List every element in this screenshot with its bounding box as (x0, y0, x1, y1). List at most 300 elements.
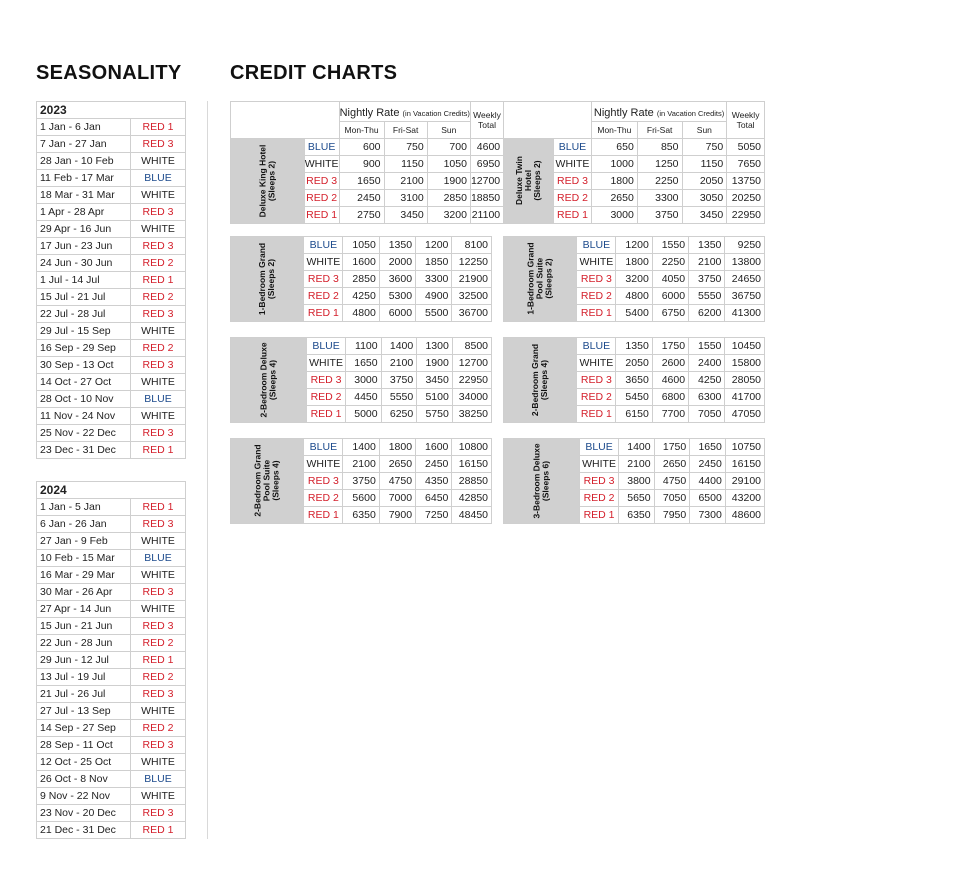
season-tier: BLUE (131, 170, 186, 187)
nightly-credit-value: 5550 (381, 389, 417, 406)
nightly-credit-value: 4450 (346, 389, 382, 406)
season-date-range: 16 Mar - 29 Mar (37, 567, 131, 584)
season-date-range: 13 Jul - 19 Jul (37, 669, 131, 686)
seasonality-heading: SEASONALITY (36, 62, 182, 84)
season-date-range: 27 Jan - 9 Feb (37, 533, 131, 550)
season-tier: WHITE (304, 156, 339, 173)
season-row (37, 153, 186, 170)
season-date-range: 27 Apr - 14 Jun (37, 601, 131, 618)
season-tier: WHITE (131, 567, 186, 584)
nightly-credit-value: 750 (384, 139, 427, 156)
season-tier: WHITE (131, 153, 186, 170)
nightly-credit-value: 2650 (379, 456, 415, 473)
nightly-credit-value: 1750 (652, 338, 688, 355)
weekly-total-value: 12700 (452, 355, 491, 372)
header-blank (504, 102, 592, 139)
credit-chart-table (230, 438, 492, 524)
weekly-total-value: 36750 (725, 288, 765, 305)
nightly-credit-value: 4600 (652, 372, 688, 389)
season-row (37, 652, 186, 669)
season-tier: WHITE (553, 156, 591, 173)
nightly-credit-value: 1650 (690, 439, 726, 456)
nightly-credit-value: 2450 (690, 456, 726, 473)
season-row (37, 255, 186, 272)
season-date-range: 9 Nov - 22 Nov (37, 788, 131, 805)
season-row (37, 408, 186, 425)
season-tier: RED 1 (553, 207, 591, 224)
weekly-total-value: 21100 (470, 207, 503, 224)
weekly-total-value: 47050 (725, 406, 765, 423)
season-tier: RED 1 (580, 507, 619, 524)
nightly-credit-value: 2250 (637, 173, 682, 190)
season-tier: RED 2 (131, 255, 186, 272)
season-row (37, 601, 186, 618)
season-tier: BLUE (131, 771, 186, 788)
season-date-range: 1 Apr - 28 Apr (37, 204, 131, 221)
chart-header-row (231, 102, 504, 122)
weekly-total-value: 10750 (725, 439, 764, 456)
nightly-credit-value: 4050 (652, 271, 688, 288)
season-tier: RED 3 (553, 173, 591, 190)
nightly-credit-value: 3750 (381, 372, 417, 389)
season-row (37, 771, 186, 788)
season-date-range: 1 Jan - 6 Jan (37, 119, 131, 136)
weekly-total-value: 43200 (725, 490, 764, 507)
season-tier: RED 2 (304, 490, 343, 507)
season-tier: RED 2 (131, 340, 186, 357)
season-tier: WHITE (131, 187, 186, 204)
season-row (37, 272, 186, 289)
weekly-total-value: 5050 (727, 139, 765, 156)
room-type-cell (231, 237, 304, 322)
season-tier: RED 1 (131, 272, 186, 289)
nightly-credit-value: 1900 (427, 173, 470, 190)
season-row (37, 306, 186, 323)
credit-chart-table (503, 337, 765, 423)
season-date-range: 28 Oct - 10 Nov (37, 391, 131, 408)
season-row (37, 221, 186, 238)
nightly-credit-value: 1550 (652, 237, 688, 254)
nightly-rate-label: Nightly Rate (339, 106, 400, 119)
day-column-header: Mon-Thu (591, 122, 637, 139)
weekly-total-value: 9250 (725, 237, 765, 254)
season-tier: RED 2 (577, 389, 616, 406)
season-tier: RED 2 (131, 635, 186, 652)
rate-row (504, 237, 765, 254)
season-tier: RED 1 (131, 822, 186, 839)
season-tier: RED 2 (553, 190, 591, 207)
season-tier: RED 1 (131, 119, 186, 136)
season-tier: WHITE (577, 355, 616, 372)
season-table-2024 (36, 481, 186, 839)
nightly-credit-value: 2050 (682, 173, 727, 190)
nightly-credit-value: 1350 (689, 237, 725, 254)
nightly-credit-value: 1400 (619, 439, 655, 456)
nightly-credit-value: 2750 (339, 207, 384, 224)
season-tier: RED 3 (131, 425, 186, 442)
room-type-cell (231, 439, 304, 524)
season-tier: BLUE (307, 338, 346, 355)
nightly-credit-value: 4750 (379, 473, 415, 490)
season-row (37, 119, 186, 136)
credit-chart-table (503, 438, 765, 524)
season-row (37, 357, 186, 374)
season-row (37, 374, 186, 391)
season-date-range: 21 Jul - 26 Jul (37, 686, 131, 703)
season-tier: BLUE (577, 338, 616, 355)
credit-chart-table (503, 101, 765, 224)
nightly-credit-value: 7050 (689, 406, 725, 423)
day-column-header: Fri-Sat (384, 122, 427, 139)
season-row (37, 720, 186, 737)
season-date-range: 22 Jul - 28 Jul (37, 306, 131, 323)
season-date-range: 15 Jul - 21 Jul (37, 289, 131, 306)
weekly-total-value: 20250 (727, 190, 765, 207)
weekly-total-value: 4600 (470, 139, 503, 156)
nightly-credit-value: 6800 (652, 389, 688, 406)
season-tier: RED 2 (131, 669, 186, 686)
nightly-credit-value: 2450 (416, 456, 452, 473)
season-date-range: 1 Jan - 5 Jan (37, 499, 131, 516)
nightly-credit-value: 5100 (417, 389, 453, 406)
weekly-total-value: 13800 (725, 254, 765, 271)
season-row (37, 170, 186, 187)
nightly-credit-value: 6350 (343, 507, 379, 524)
season-tier: RED 3 (131, 136, 186, 153)
weekly-total-value: 42850 (452, 490, 492, 507)
nightly-credit-value: 6750 (652, 305, 688, 322)
nightly-credit-value: 6000 (379, 305, 415, 322)
weekly-total-header: Weekly Total (470, 102, 503, 139)
weekly-total-value: 18850 (470, 190, 503, 207)
season-tier: BLUE (131, 391, 186, 408)
nightly-credit-value: 5550 (689, 288, 725, 305)
nightly-credit-value: 7300 (690, 507, 726, 524)
season-date-range: 30 Sep - 13 Oct (37, 357, 131, 374)
room-type-label: 3-Bedroom Deluxe (Sleeps 6) (531, 442, 551, 519)
season-date-range: 22 Jun - 28 Jun (37, 635, 131, 652)
season-date-range: 14 Sep - 27 Sep (37, 720, 131, 737)
nightly-rate-header (339, 102, 470, 122)
weekly-total-value: 8500 (452, 338, 491, 355)
season-tier: WHITE (304, 456, 343, 473)
nightly-credit-value: 2100 (384, 173, 427, 190)
season-tier: RED 1 (304, 207, 339, 224)
season-tier: RED 2 (131, 720, 186, 737)
rate-row (231, 139, 504, 156)
weekly-total-value: 41300 (725, 305, 765, 322)
season-date-range: 29 Jul - 15 Sep (37, 323, 131, 340)
season-tier: RED 3 (577, 271, 616, 288)
season-row (37, 499, 186, 516)
season-date-range: 7 Jan - 27 Jan (37, 136, 131, 153)
nightly-credit-value: 3600 (379, 271, 415, 288)
season-tier: RED 3 (131, 737, 186, 754)
season-row (37, 805, 186, 822)
season-row (37, 289, 186, 306)
nightly-credit-value: 750 (682, 139, 727, 156)
section-divider (207, 101, 208, 839)
season-tier: WHITE (131, 323, 186, 340)
season-row (37, 323, 186, 340)
nightly-credit-value: 5600 (343, 490, 379, 507)
nightly-credit-value: 700 (427, 139, 470, 156)
nightly-rate-sublabel: (in Vacation Credits) (402, 108, 470, 118)
nightly-credit-value: 4800 (616, 288, 652, 305)
season-tier: RED 3 (131, 805, 186, 822)
season-tier: RED 1 (304, 507, 343, 524)
season-date-range: 28 Jan - 10 Feb (37, 153, 131, 170)
nightly-credit-value: 6500 (690, 490, 726, 507)
nightly-credit-value: 7250 (416, 507, 452, 524)
season-row (37, 686, 186, 703)
nightly-credit-value: 3200 (616, 271, 652, 288)
season-tier: BLUE (553, 139, 591, 156)
weekly-total-value: 13750 (727, 173, 765, 190)
day-column-header: Sun (427, 122, 470, 139)
room-type-cell (504, 338, 577, 423)
nightly-credit-value: 2600 (652, 355, 688, 372)
credit-chart-table (503, 236, 765, 322)
weekly-total-value: 48450 (452, 507, 492, 524)
nightly-credit-value: 1200 (616, 237, 652, 254)
nightly-credit-value: 2850 (343, 271, 379, 288)
season-tier: RED 3 (580, 473, 619, 490)
season-date-range: 11 Feb - 17 Mar (37, 170, 131, 187)
nightly-credit-value: 2050 (616, 355, 652, 372)
nightly-credit-value: 900 (339, 156, 384, 173)
nightly-credit-value: 4750 (654, 473, 690, 490)
nightly-credit-value: 3750 (689, 271, 725, 288)
nightly-credit-value: 1550 (689, 338, 725, 355)
nightly-credit-value: 2400 (689, 355, 725, 372)
nightly-credit-value: 3450 (384, 207, 427, 224)
nightly-credit-value: 5400 (616, 305, 652, 322)
season-date-range: 6 Jan - 26 Jan (37, 516, 131, 533)
season-tier: WHITE (131, 533, 186, 550)
season-date-range: 11 Nov - 24 Nov (37, 408, 131, 425)
season-tier: RED 3 (131, 357, 186, 374)
season-date-range: 25 Nov - 22 Dec (37, 425, 131, 442)
nightly-rate-sublabel: (in Vacation Credits) (656, 108, 725, 118)
nightly-credit-value: 5650 (619, 490, 655, 507)
season-tier: RED 2 (307, 389, 346, 406)
season-tier: WHITE (131, 601, 186, 618)
season-tier: RED 3 (131, 238, 186, 255)
nightly-credit-value: 1650 (346, 355, 382, 372)
weekly-total-value: 21900 (452, 271, 492, 288)
season-date-range: 12 Oct - 25 Oct (37, 754, 131, 771)
season-tier: BLUE (131, 550, 186, 567)
room-type-label: Deluxe Twin Hotel (Sleeps 2) (513, 156, 542, 205)
weekly-total-value: 41700 (725, 389, 765, 406)
season-row (37, 822, 186, 839)
season-tier: WHITE (304, 254, 343, 271)
chart-header-row (504, 102, 765, 122)
season-row (37, 584, 186, 601)
nightly-credit-value: 1050 (343, 237, 379, 254)
room-type-label: 1-Bedroom Grand (Sleeps 2) (257, 242, 277, 315)
nightly-credit-value: 4250 (343, 288, 379, 305)
season-date-range: 10 Feb - 15 Mar (37, 550, 131, 567)
nightly-credit-value: 5300 (379, 288, 415, 305)
season-tier: WHITE (307, 355, 346, 372)
season-date-range: 15 Jun - 21 Jun (37, 618, 131, 635)
nightly-credit-value: 3750 (343, 473, 379, 490)
season-row (37, 788, 186, 805)
weekly-total-value: 8100 (452, 237, 492, 254)
rate-row (231, 237, 492, 254)
weekly-total-value: 12700 (470, 173, 503, 190)
nightly-credit-value: 3200 (427, 207, 470, 224)
room-type-cell (231, 139, 305, 224)
nightly-credit-value: 1250 (637, 156, 682, 173)
nightly-credit-value: 2450 (339, 190, 384, 207)
nightly-credit-value: 1800 (591, 173, 637, 190)
season-tier: RED 3 (131, 306, 186, 323)
season-row (37, 187, 186, 204)
nightly-credit-value: 2100 (343, 456, 379, 473)
season-date-range: 27 Jul - 13 Sep (37, 703, 131, 720)
weekly-total-value: 16150 (452, 456, 492, 473)
season-row (37, 550, 186, 567)
nightly-credit-value: 3650 (616, 372, 652, 389)
season-row (37, 737, 186, 754)
season-date-range: 14 Oct - 27 Oct (37, 374, 131, 391)
credit-chart-table (230, 337, 492, 423)
nightly-credit-value: 6200 (689, 305, 725, 322)
nightly-credit-value: 7950 (654, 507, 690, 524)
nightly-credit-value: 3050 (682, 190, 727, 207)
nightly-credit-value: 1600 (343, 254, 379, 271)
season-date-range: 18 Mar - 31 Mar (37, 187, 131, 204)
rate-row (231, 439, 492, 456)
nightly-credit-value: 4350 (416, 473, 452, 490)
season-year-label: 2023 (37, 102, 186, 119)
season-table-2023 (36, 101, 186, 459)
season-tier: RED 3 (577, 372, 616, 389)
credit-charts-heading: CREDIT CHARTS (230, 62, 398, 84)
nightly-credit-value: 3000 (591, 207, 637, 224)
season-tier: RED 1 (577, 406, 616, 423)
nightly-credit-value: 3750 (637, 207, 682, 224)
nightly-credit-value: 3300 (416, 271, 452, 288)
nightly-credit-value: 1800 (379, 439, 415, 456)
season-tier: BLUE (577, 237, 616, 254)
season-date-range: 1 Jul - 14 Jul (37, 272, 131, 289)
season-tier: WHITE (577, 254, 616, 271)
room-type-label: Deluxe King Hotel (Sleeps 2) (257, 144, 277, 217)
nightly-credit-value: 1150 (682, 156, 727, 173)
nightly-credit-value: 5500 (416, 305, 452, 322)
day-column-header: Mon-Thu (339, 122, 384, 139)
nightly-credit-value: 2100 (381, 355, 417, 372)
nightly-credit-value: 5450 (616, 389, 652, 406)
season-tier: RED 2 (580, 490, 619, 507)
weekly-total-value: 7650 (727, 156, 765, 173)
weekly-total-value: 24650 (725, 271, 765, 288)
nightly-credit-value: 1850 (416, 254, 452, 271)
nightly-credit-value: 1200 (416, 237, 452, 254)
nightly-credit-value: 1300 (417, 338, 453, 355)
season-row (37, 754, 186, 771)
season-tier: RED 2 (304, 288, 343, 305)
nightly-credit-value: 7000 (379, 490, 415, 507)
season-row (37, 533, 186, 550)
nightly-credit-value: 7050 (654, 490, 690, 507)
nightly-credit-value: 1600 (416, 439, 452, 456)
nightly-credit-value: 1350 (379, 237, 415, 254)
room-type-cell (504, 237, 577, 322)
season-tier: RED 3 (131, 516, 186, 533)
season-row (37, 516, 186, 533)
nightly-credit-value: 6350 (619, 507, 655, 524)
day-column-header: Fri-Sat (637, 122, 682, 139)
season-tier: RED 1 (131, 499, 186, 516)
nightly-credit-value: 7900 (379, 507, 415, 524)
nightly-credit-value: 1400 (381, 338, 417, 355)
nightly-credit-value: 1150 (384, 156, 427, 173)
season-year-row (37, 102, 186, 119)
season-date-range: 23 Nov - 20 Dec (37, 805, 131, 822)
season-tier: WHITE (131, 754, 186, 771)
weekly-total-value: 28050 (725, 372, 765, 389)
nightly-credit-value: 4250 (689, 372, 725, 389)
nightly-credit-value: 3000 (346, 372, 382, 389)
season-date-range: 17 Jun - 23 Jun (37, 238, 131, 255)
season-tier: RED 3 (131, 204, 186, 221)
season-row (37, 136, 186, 153)
nightly-credit-value: 3450 (682, 207, 727, 224)
season-year-label: 2024 (37, 482, 186, 499)
season-tier: RED 1 (131, 652, 186, 669)
nightly-credit-value: 1050 (427, 156, 470, 173)
credit-chart-table (230, 236, 492, 322)
nightly-credit-value: 3300 (637, 190, 682, 207)
season-tier: RED 1 (131, 442, 186, 459)
season-row (37, 238, 186, 255)
rate-row (504, 338, 765, 355)
nightly-credit-value: 1100 (346, 338, 382, 355)
season-year-row (37, 482, 186, 499)
weekly-total-value: 29100 (725, 473, 764, 490)
room-type-label: 2-Bedroom Grand (Sleeps 4) (530, 343, 550, 416)
nightly-credit-value: 4400 (690, 473, 726, 490)
nightly-credit-value: 2850 (427, 190, 470, 207)
season-date-range: 24 Jun - 30 Jun (37, 255, 131, 272)
season-row (37, 635, 186, 652)
weekly-total-value: 12250 (452, 254, 492, 271)
season-row (37, 425, 186, 442)
season-tier: WHITE (131, 408, 186, 425)
season-date-range: 29 Apr - 16 Jun (37, 221, 131, 238)
nightly-credit-value: 1800 (616, 254, 652, 271)
room-type-label: 2-Bedroom Grand Pool Suite (Sleeps 4) (252, 444, 281, 517)
season-tier: WHITE (131, 221, 186, 238)
season-tier: WHITE (131, 788, 186, 805)
weekly-total-value: 34000 (452, 389, 491, 406)
season-tier: WHITE (580, 456, 619, 473)
nightly-credit-value: 600 (339, 139, 384, 156)
season-tier: RED 1 (577, 305, 616, 322)
nightly-credit-value: 4800 (343, 305, 379, 322)
season-row (37, 204, 186, 221)
season-tier: RED 3 (304, 473, 343, 490)
nightly-rate-header (591, 102, 726, 122)
season-date-range: 16 Sep - 29 Sep (37, 340, 131, 357)
nightly-credit-value: 5000 (346, 406, 382, 423)
weekly-total-value: 22950 (727, 207, 765, 224)
